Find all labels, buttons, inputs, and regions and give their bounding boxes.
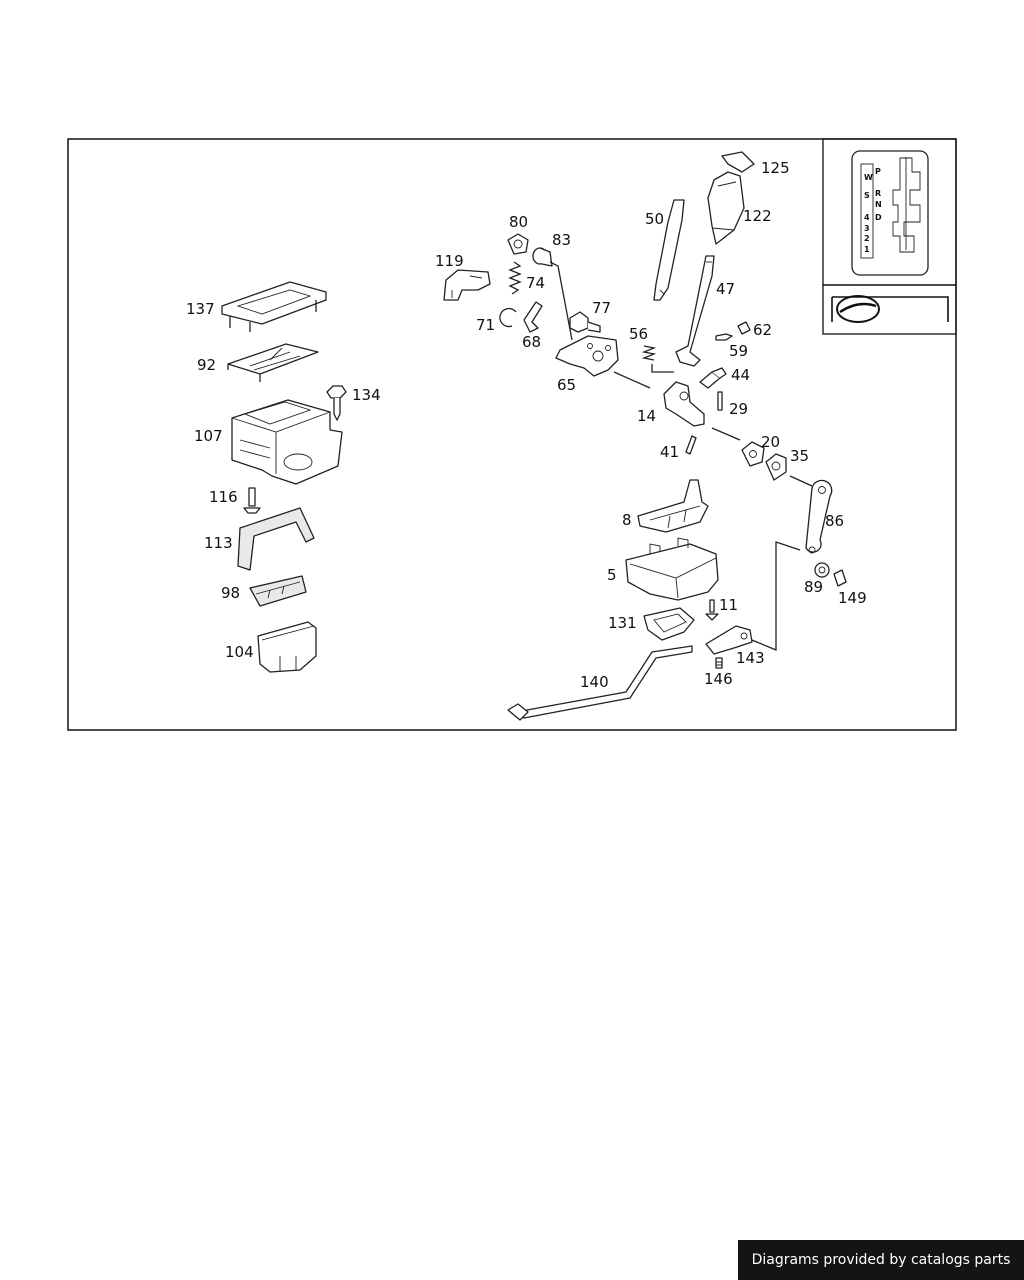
label-104: 104 (225, 643, 254, 661)
label-11: 11 (719, 596, 739, 614)
leader-line-83 (550, 262, 572, 340)
gate-left-label: 4 (864, 213, 870, 222)
gate-left-label: S (864, 191, 870, 200)
part-92-cover (228, 344, 318, 382)
brand-logo-icon (832, 296, 948, 322)
leader-line-20 (712, 428, 740, 440)
part-149-clip (834, 570, 846, 586)
gate-left-label: 1 (864, 245, 870, 254)
part-74-spring (510, 262, 520, 294)
gate-left-label: W (864, 173, 873, 182)
part-65-bracket (556, 336, 618, 376)
label-149: 149 (838, 589, 867, 607)
part-59-screw (716, 334, 732, 340)
label-116: 116 (209, 488, 238, 506)
label-140: 140 (580, 673, 609, 691)
label-62: 62 (753, 321, 773, 339)
part-71-clip (500, 309, 516, 327)
label-131: 131 (608, 614, 637, 632)
part-89-bushing (815, 563, 829, 577)
leader-line-143 (752, 542, 800, 650)
label-86: 86 (825, 512, 845, 530)
part-83-sleeve (533, 248, 552, 266)
part-44-switch (700, 368, 726, 388)
label-71: 71 (476, 316, 496, 334)
part-68-lever (524, 302, 542, 332)
gate-right-label: P (875, 167, 881, 176)
label-77: 77 (592, 299, 612, 317)
label-59: 59 (729, 342, 749, 360)
part-116-bolt (244, 488, 260, 513)
gate-right-label: N (875, 200, 882, 209)
part-146-spring (716, 658, 722, 668)
label-5: 5 (607, 566, 617, 584)
label-56: 56 (629, 325, 649, 343)
label-68: 68 (522, 333, 542, 351)
part-5-base (626, 538, 718, 600)
label-41: 41 (660, 443, 680, 461)
leader-line-14 (614, 372, 650, 388)
label-14: 14 (637, 407, 657, 425)
part-107-housing (232, 400, 342, 484)
label-119: 119 (435, 252, 464, 270)
label-74: 74 (526, 274, 546, 292)
label-50: 50 (645, 210, 665, 228)
part-11-screw (706, 600, 718, 620)
part-56-spring (644, 346, 674, 372)
part-29-pin (718, 392, 722, 410)
label-29: 29 (729, 400, 749, 418)
label-137: 137 (186, 300, 215, 318)
label-83: 83 (552, 231, 572, 249)
part-47-lever (676, 256, 714, 366)
part-35-bushing (766, 454, 786, 480)
label-125: 125 (761, 159, 790, 177)
label-80: 80 (509, 213, 529, 231)
part-14-shaft (664, 382, 704, 426)
label-98: 98 (221, 584, 241, 602)
part-41-pin (686, 436, 696, 454)
label-122: 122 (743, 207, 772, 225)
label-8: 8 (622, 511, 632, 529)
gate-left-label: 2 (864, 234, 870, 243)
footer-credit: Diagrams provided by catalogs parts (738, 1240, 1024, 1280)
part-122-knob (708, 172, 744, 244)
part-137-bezel (222, 282, 326, 332)
label-107: 107 (194, 427, 223, 445)
part-8-gate (638, 480, 708, 532)
part-125-cap (722, 152, 754, 172)
label-35: 35 (790, 447, 810, 465)
label-134: 134 (352, 386, 381, 404)
part-113-cover (238, 508, 314, 570)
part-104-module (258, 622, 316, 672)
label-44: 44 (731, 366, 751, 384)
gate-right-label: R (875, 189, 882, 198)
leader-line-86 (790, 476, 812, 486)
gate-left-label: 3 (864, 224, 870, 233)
label-92: 92 (197, 356, 217, 374)
label-20: 20 (761, 433, 781, 451)
gate-right-label: D (875, 213, 882, 222)
label-113: 113 (204, 534, 233, 552)
part-131-ring (644, 608, 694, 640)
part-62-clip (738, 322, 750, 334)
part-80-bushing (508, 234, 528, 254)
label-146: 146 (704, 670, 733, 688)
label-47: 47 (716, 280, 736, 298)
part-119-bracket (444, 270, 490, 300)
label-89: 89 (804, 578, 824, 596)
part-98-switch (250, 576, 306, 606)
label-65: 65 (557, 376, 577, 394)
label-143: 143 (736, 649, 765, 667)
